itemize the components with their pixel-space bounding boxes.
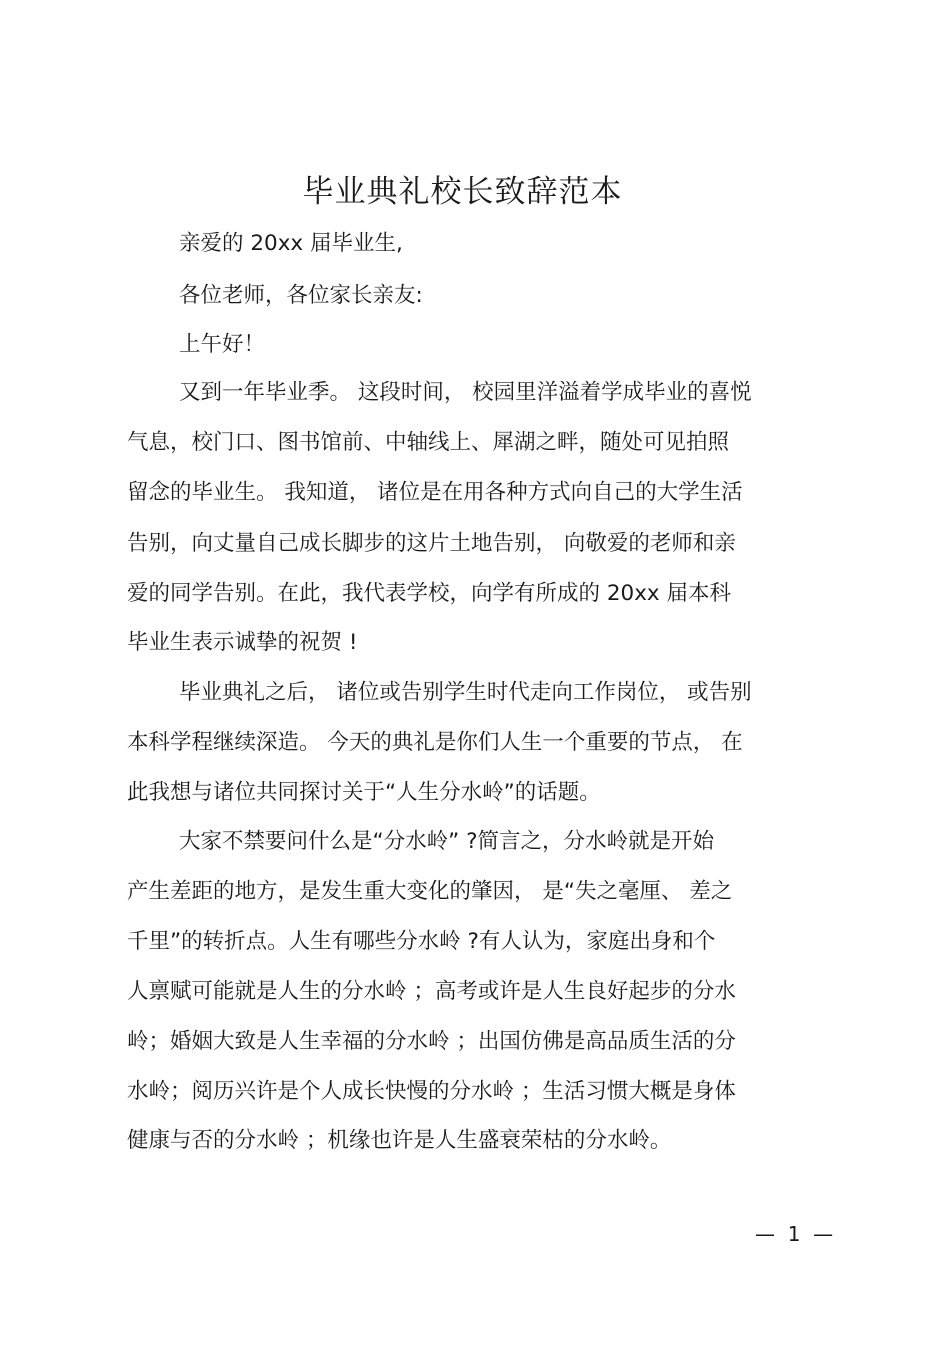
paragraph-3-line-5: 岭；婚姻大致是人生幸福的分水岭 ；出国仿佛是高品质生活的分 xyxy=(127,1029,736,1054)
paragraph-1-line-4: 告别，向丈量自己成长脚步的这片土地告别， 向敬爱的老师和亲 xyxy=(127,531,736,556)
paragraph-3-line-3: 千里”的转折点。人生有哪些分水岭 ?有人认为，家庭出身和个 xyxy=(127,929,716,954)
paragraph-3-line-1: 大家不禁要问什么是“分水岭” ?简言之，分水岭就是开始 xyxy=(179,829,715,854)
paragraph-1-line-2: 气息，校门口、图书馆前、中轴线上、犀湖之畔，随处可见拍照 xyxy=(127,430,730,455)
page-title: 毕业典礼校长致辞范本 xyxy=(302,174,623,210)
paragraph-1-line-5: 爱的同学告别。在此，我代表学校，向学有所成的 20xx 届本科 xyxy=(127,581,731,606)
salutation-line-2: 各位老师，各位家长亲友: xyxy=(179,283,423,308)
paragraph-2-line-2: 本科学程继续深造。 今天的典礼是你们人生一个重要的节点， 在 xyxy=(127,730,743,755)
paragraph-2-line-3: 此我想与诸位共同探讨关于“人生分水岭”的话题。 xyxy=(127,780,601,805)
paragraph-3-line-2: 产生差距的地方，是发生重大变化的肇因， 是“失之毫厘、 差之 xyxy=(127,879,733,904)
paragraph-2-line-1: 毕业典礼之后， 诸位或告别学生时代走向工作岗位， 或告别 xyxy=(179,680,752,705)
paragraph-1-line-6: 毕业生表示诚挚的祝贺 ! xyxy=(127,630,358,655)
paragraph-3-line-7: 健康与否的分水岭 ；机缘也许是人生盛衰荣枯的分水岭。 xyxy=(127,1128,672,1153)
greeting-line: 上午好！ xyxy=(179,332,266,357)
paragraph-1-line-1: 又到一年毕业季。 这段时间， 校园里洋溢着学成毕业的喜悦 xyxy=(179,380,752,405)
paragraph-3-line-4: 人禀赋可能就是人生的分水岭 ；高考或许是人生良好起步的分水 xyxy=(127,979,736,1004)
paragraph-1-line-3: 留念的毕业生。 我知道， 诸位是在用各种方式向自己的大学生活 xyxy=(127,480,743,505)
page-number: — 1 — xyxy=(755,1222,834,1246)
salutation-line-1: 亲爱的 20xx 届毕业生, xyxy=(179,231,403,256)
paragraph-3-line-6: 水岭；阅历兴许是个人成长快慢的分水岭 ；生活习惯大概是身体 xyxy=(127,1079,736,1104)
